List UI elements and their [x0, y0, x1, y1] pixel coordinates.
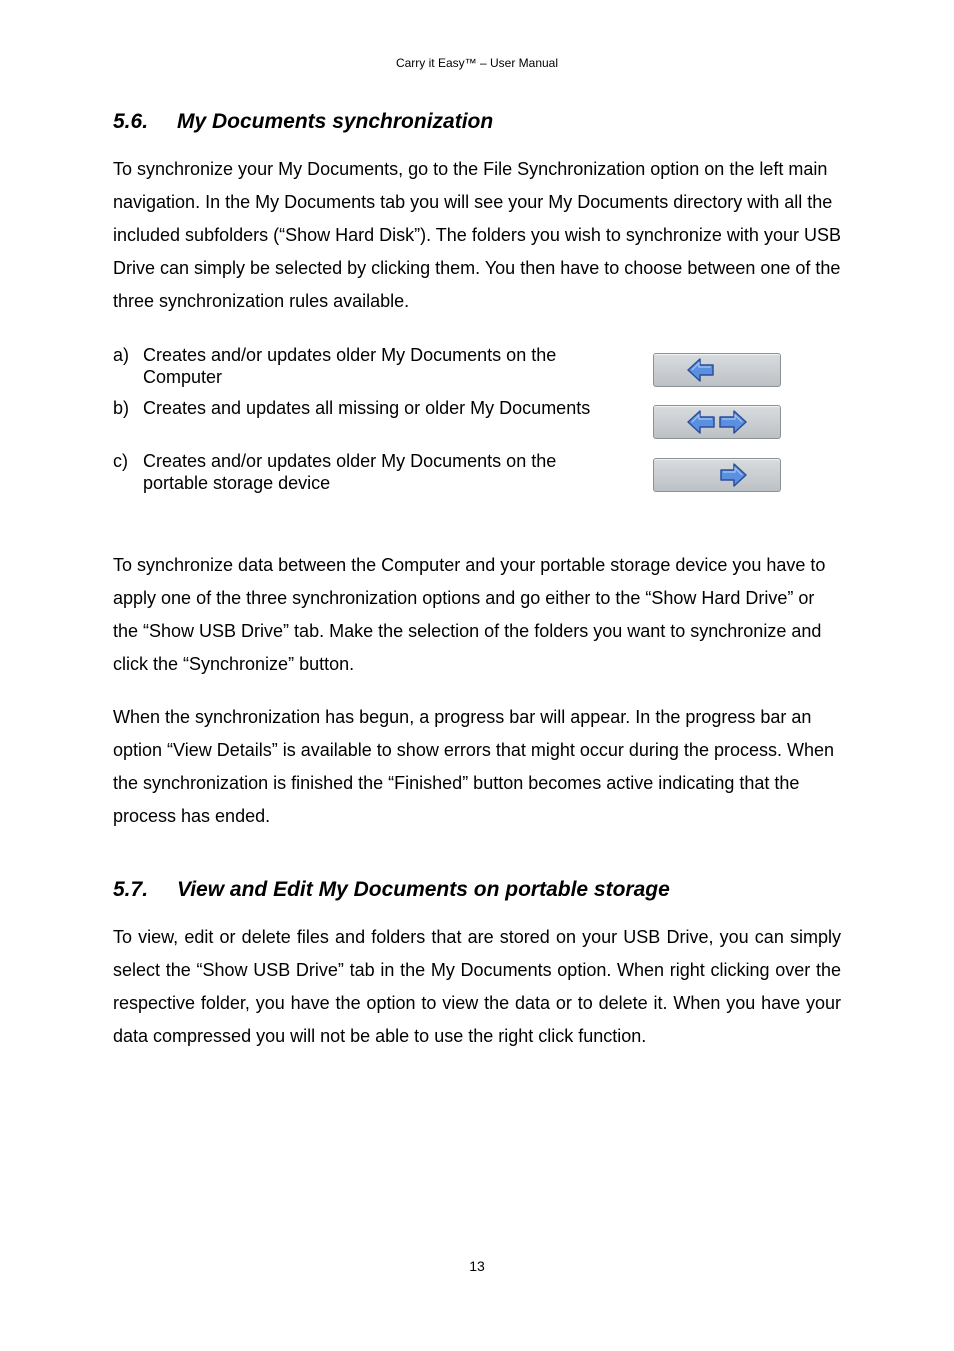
rule-text: Creates and/or updates older My Documents on the portable storage device: [143, 451, 557, 493]
arrow-left-icon: [686, 357, 716, 383]
sync-to-computer-button[interactable]: [653, 353, 781, 387]
section-number: 5.7.: [113, 878, 149, 901]
rule-item-b: [113, 397, 613, 419]
page-number: 13: [469, 1258, 485, 1274]
rule-item-a: [113, 344, 613, 388]
arrows-both-icon: [686, 409, 748, 435]
section-number: 5.6.: [113, 110, 149, 133]
sync-to-usb-button[interactable]: [653, 458, 781, 492]
intro-paragraph: To synchronize your My Documents, go to the File Synchronization option on the left main navigation. In the My Documents tab you will see your My Documents directory with all the included subfolders (“Show Hard Disk”). The folders you wish to synchronize with your USB Drive can simply be selected by clicking them. You then have to choose between one of the three synchronization rules available.: [113, 159, 841, 311]
rule-item-c: [113, 450, 613, 494]
section-heading-5-7: [113, 878, 670, 902]
rule-marker: b): [113, 398, 130, 418]
arrow-right-icon: [718, 462, 748, 488]
section-title: View and Edit My Documents on portable storage: [177, 878, 670, 901]
rule-text: Creates and updates all missing or older My Documents: [143, 398, 591, 418]
rule-marker: a): [113, 345, 130, 365]
sync-instructions-paragraph: To synchronize data between the Computer and your portable storage device you have to apply one of the three synchronization options and go either to the “Show Hard Drive” or the “Show USB Drive” tab. Make the selection of the folders you want to synchronize and click the “Synchronize” button.: [113, 555, 826, 674]
rule-text: Creates and/or updates older My Documents on the Computer: [143, 345, 557, 387]
section-title: My Documents synchronization: [177, 110, 494, 133]
section-heading-5-6: [113, 110, 493, 134]
rule-marker: c): [113, 451, 128, 471]
view-edit-paragraph: To view, edit or delete files and folders that are stored on your USB Drive, you can simply select the “Show USB Drive” tab in the My Documents option. When right clicking over the respective folder, you have the option to view the data or to delete it. When you have your data compressed you will not be able to use the right click function.: [113, 927, 841, 1046]
sync-both-ways-button[interactable]: [653, 405, 781, 439]
page-header: Carry it Easy™ – User Manual: [395, 56, 559, 70]
progress-paragraph: When the synchronization has begun, a progress bar will appear. In the progress bar an option “View Details” is available to show errors that might occur during the process. When the synchronization is finished the “Finished” button becomes active indicating that the process has ended.: [113, 707, 835, 826]
